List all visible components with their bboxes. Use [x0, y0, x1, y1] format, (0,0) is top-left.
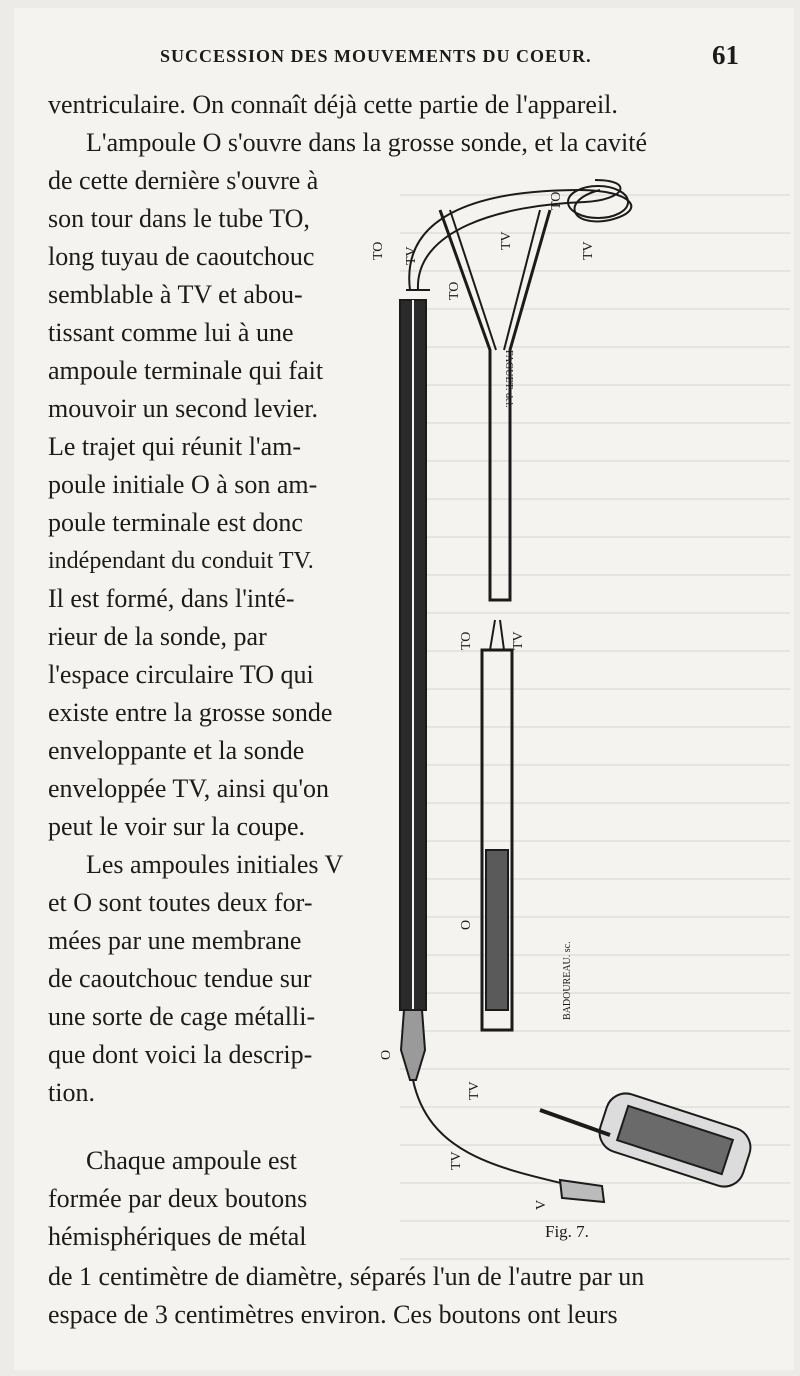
- text-line: tion.: [48, 1078, 95, 1107]
- text-line: et O sont toutes deux for-: [48, 888, 313, 917]
- text-line: formée par deux boutons: [48, 1184, 308, 1213]
- text-line: enveloppée TV, ainsi qu'on: [48, 774, 330, 803]
- label-to-loop: TO: [549, 191, 564, 210]
- label-tv-left: TV: [404, 246, 419, 265]
- text-line: semblable à TV et abou-: [48, 280, 303, 309]
- label-to-left: TO: [371, 241, 386, 260]
- label-to-mid: TO: [459, 631, 474, 650]
- text-line: de cette dernière s'ouvre à: [48, 166, 319, 195]
- text-line: poule terminale est donc: [48, 508, 303, 537]
- text-line: une sorte de cage métalli-: [48, 1002, 316, 1031]
- label-o-section: O: [459, 919, 474, 930]
- label-v: V: [534, 1199, 549, 1210]
- text-line: son tour dans le tube TO,: [48, 204, 310, 233]
- text-line: espace de 3 centimètres environ. Ces boutons ont leurs: [48, 1300, 618, 1329]
- label-o-bulb: O: [379, 1049, 394, 1060]
- text-line: enveloppante et la sonde: [48, 736, 305, 765]
- running-head: SUCCESSION DES MOUVEMENTS DU COEUR.: [160, 46, 592, 66]
- cable-o: [413, 1080, 590, 1190]
- text-line: ampoule terminale qui fait: [48, 356, 324, 385]
- text-line: mouvoir un second levier.: [48, 394, 319, 423]
- text-line: poule initiale O à son am-: [48, 470, 318, 499]
- artist-credit: FAGUET. del.: [503, 350, 514, 408]
- text-line: indépendant du conduit TV.: [48, 548, 314, 574]
- page-header: [0, 40, 800, 80]
- text-line: l'espace circulaire TO qui: [48, 660, 314, 689]
- label-tv-bottom: TV: [467, 1081, 482, 1100]
- text-line: long tuyau de caoutchouc: [48, 242, 315, 271]
- text-line: de caoutchouc tendue sur: [48, 964, 312, 993]
- text-line: tissant comme lui à une: [48, 318, 294, 347]
- text-line: que dont voici la descrip-: [48, 1040, 313, 1069]
- label-tv-mid: TV: [511, 631, 526, 650]
- text-line: hémisphériques de métal: [48, 1222, 307, 1251]
- label-to-section: TO: [447, 281, 462, 300]
- text-line: rieur de la sonde, par: [48, 622, 267, 651]
- text-line: Les ampoules initiales V: [86, 850, 344, 879]
- section-y-upper: [440, 210, 550, 600]
- text-line: Il est formé, dans l'inté-: [48, 584, 295, 613]
- bulb-v-small: [560, 1180, 604, 1202]
- text-line: ventriculaire. On connaît déjà cette partie de l'appareil.: [48, 90, 618, 119]
- ampoule-cage: [540, 1088, 756, 1191]
- page-number: 61: [712, 40, 739, 70]
- text-line: mées par une membrane: [48, 926, 302, 955]
- text-line: Le trajet qui réunit l'am-: [48, 432, 302, 461]
- figure-caption: Fig. 7.: [545, 1222, 589, 1241]
- label-tv-cable: TV: [449, 1151, 464, 1170]
- text-line: peut le voir sur la coupe.: [48, 812, 306, 841]
- figure-7-illustration: [370, 150, 770, 1270]
- engraver-credit: BADOUREAU. sc.: [562, 941, 573, 1020]
- text-line: existe entre la grosse sonde: [48, 698, 333, 727]
- label-tv-section: TV: [499, 231, 514, 250]
- label-tv-loop: TV: [581, 241, 596, 260]
- text-line: L'ampoule O s'ouvre dans la grosse sonde, et la cavité: [86, 128, 647, 157]
- bulb-o: [401, 1010, 425, 1080]
- text-line: Chaque ampoule est: [86, 1146, 297, 1175]
- text-line: de 1 centimètre de diamètre, séparés l'un de l'autre par un: [48, 1262, 645, 1291]
